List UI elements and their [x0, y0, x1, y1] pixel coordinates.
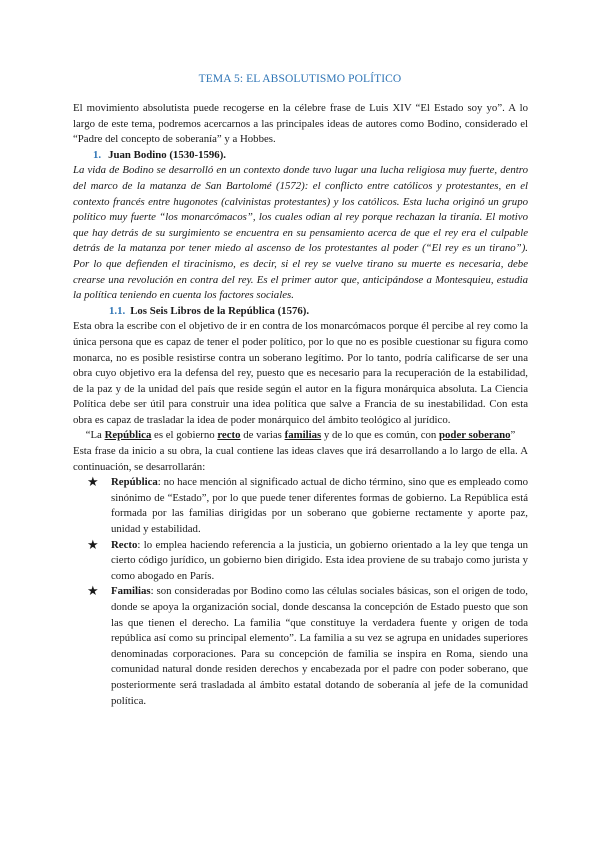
- list-item-text: : lo emplea haciendo referencia a la justicia, un gobierno orientado a la ley que tenga un cierto código jurídico, un gobierno bien dirigido. Esta idea proviene de su trabajo como jurista y como abogado en París.: [111, 538, 528, 582]
- list-item: [73, 584, 528, 709]
- subsection-number: 1.1.: [109, 304, 126, 317]
- quote-text: de varias: [240, 429, 285, 442]
- section-number: 1.: [93, 148, 102, 161]
- list-item-term: Recto: [111, 538, 138, 551]
- star-icon: ★: [87, 537, 99, 553]
- intro-paragraph: El movimiento absolutista puede recogerse en la célebre frase de Luis XIV “El Estado soy yo”. A lo largo de este tema, podremos acercarnos a las principales ideas de autores como Bodino, considerado el “Padre del concepto de soberanía” y a Hobbes.: [73, 102, 528, 146]
- quote-text: y de lo que es común, con: [321, 429, 440, 442]
- star-icon: ★: [87, 584, 99, 600]
- work-paragraph: Esta obra la escribe con el objetivo de ir en contra de los monarcómacos porque él percibe al rey como la única persona que es capaz de tener el poder político, por lo que no es posible cuestionar su figura como monarca, no es posible resistirse contra un soberano legítimo. Por lo tanto, podría calificarse de ser una obra cuyo objetivo era la defensa del rey, puesto que es necesario para la recuperación de la estabilidad, de la paz y de la unidad del país que reside según el autor en la figura monárquica absoluta. La Ciencia Política debe ser útil para construir una idea política que salve a Francia de su inestabilidad. Con esta obra es capaz de trasladar la idea de poder monárquico del ámbito teológico al jurídico.: [73, 320, 528, 426]
- list-item-text: : son consideradas por Bodino como las células sociales básicas, son el origen de todo, donde se apoya la organización social, donde descansa la concepción de Estado puesto que son las que tienen el derecho. La familia “que constituye la verdadera fuente y origen de toda república así como su principal elemento”. La familia a su vez se agrupa en unidades superiores denominadas corporaciones. Para su concepción de familia se inspira en Roma, siendo una comunidad natural donde residen derechos y encabezada por el padre con poder soberano, que posteriormente será trasladada al ámbito estatal dotando de soberanía al jefe de la comunidad política.: [111, 585, 528, 707]
- list-item-term: Familias: [111, 585, 151, 598]
- subsection-heading-1-1: [109, 304, 528, 320]
- quote-keyword: República: [104, 429, 152, 442]
- context-paragraph: La vida de Bodino se desarrolló en un contexto donde tuvo lugar una lucha religiosa muy fuerte, dentro del marco de la matanza de San Bartolomé (1572): el conflicto entre católicos y protestantes, en el contexto francés entre hugonotes (calvinistas protestantes) y los católicos. Esta lucha originó un grupo político muy fuerte “los monarcómacos”, los cuales odian al rey porque rechazan la tiranía. El motivo que hay detrás de su surgimiento se encuentra en su pensamiento acerca de que el rey era el culpable detrás de la matanza por tener miedo al ascenso de los protestantes al poder (“El rey es un tirano”). Por lo que defienden el tiracinismo, es decir, si el rey se vuelve tirano su muerte es necesaria, debe crearse una revolución en contra del rey. Es el primer autor que, anticipándose a Montesquieu, estudia la política teniendo en cuenta los factores sociales.: [73, 164, 528, 302]
- star-icon: ★: [87, 475, 99, 491]
- republic-quote: [73, 428, 528, 444]
- quote-keyword: recto: [217, 429, 241, 442]
- subsection-title: Los Seis Libros de la República (1576).: [130, 304, 310, 317]
- quote-text: es el gobierno: [151, 429, 218, 442]
- list-item: [73, 475, 528, 537]
- quote-text: ”: [510, 429, 516, 442]
- document-body: [73, 101, 528, 709]
- list-item-text: : no hace mención al significado actual de dicho término, sino que es empleado como sinónimo de “Estado”, por lo que puede tener diferentes formas de gobierno. La República está formada por las familias dirigidas por un soberano que gobierne rectamente y aporte paz, unidad y estabilidad.: [111, 476, 528, 536]
- page-title: TEMA 5: EL ABSOLUTISMO POLÍTICO: [198, 73, 402, 85]
- key-ideas-list: [73, 475, 528, 709]
- quote-keyword: poder soberano: [439, 429, 511, 442]
- list-item: [73, 538, 528, 585]
- list-item-term: República: [111, 476, 158, 489]
- section-title: Juan Bodino (1530-1596).: [108, 148, 226, 161]
- quote-text: “La: [85, 429, 105, 442]
- section-heading-1: [93, 148, 528, 164]
- after-quote-paragraph: Esta frase da inicio a su obra, la cual contiene las ideas claves que irá desarrollando a lo largo de ella. A continuación, se desarrollarán:: [73, 445, 528, 473]
- quote-keyword: familias: [284, 429, 322, 442]
